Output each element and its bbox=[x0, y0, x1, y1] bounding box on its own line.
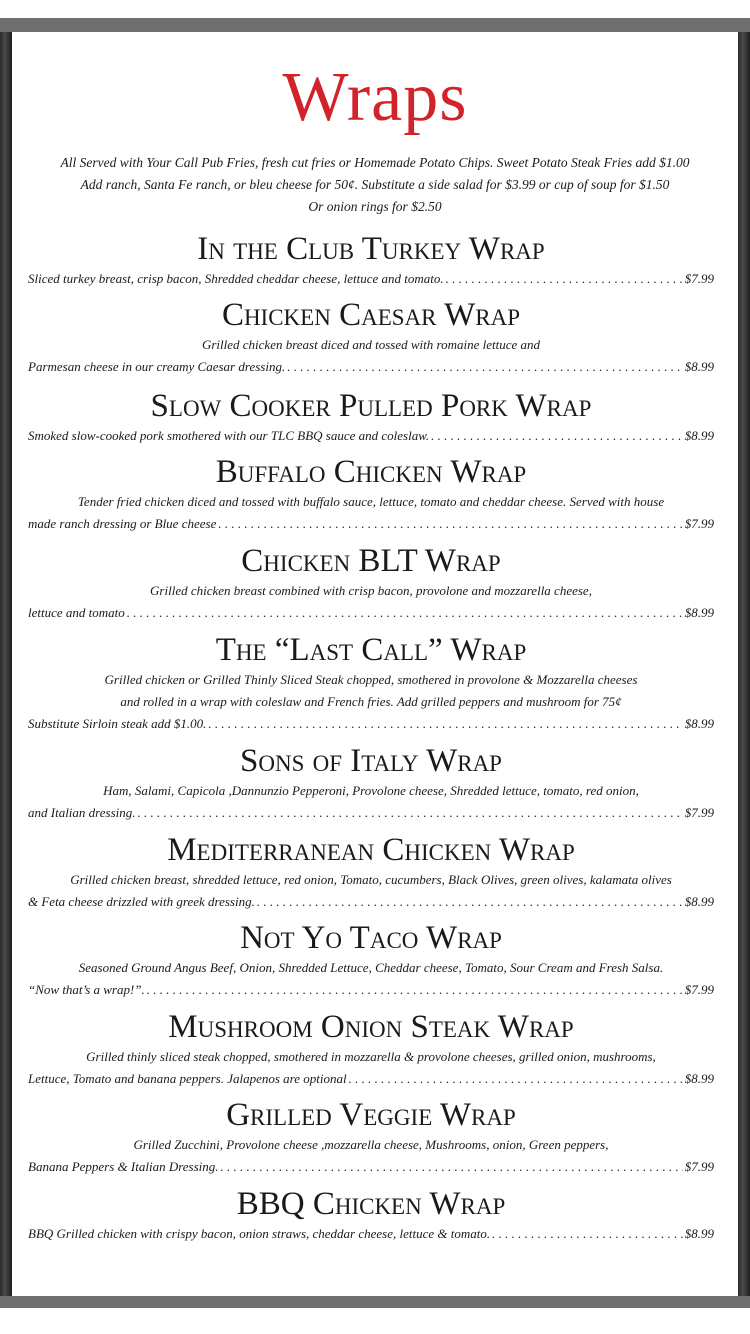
item-price: $8.99 bbox=[684, 428, 714, 443]
menu-item bbox=[28, 1185, 714, 1245]
item-price: $8.99 bbox=[684, 716, 714, 731]
item-desc-text: & Feta cheese drizzled with greek dressing. bbox=[28, 894, 255, 909]
item-price-line bbox=[28, 713, 714, 735]
item-desc-line: Grilled chicken breast combined with crisp bacon, provolone and mozzarella cheese, bbox=[150, 583, 592, 598]
item-price: $8.99 bbox=[684, 359, 714, 374]
item-name: Buffalo Chicken Wrap bbox=[215, 454, 527, 490]
item-name: BBQ Chicken Wrap bbox=[236, 1186, 506, 1222]
intro-line: Add ranch, Santa Fe ranch, or bleu cheese for 50¢. Substitute a side salad for $3.99 or cup of soup for $1.50 bbox=[80, 177, 670, 192]
item-name: Grilled Veggie Wrap bbox=[226, 1097, 516, 1133]
menu-item bbox=[28, 631, 714, 735]
menu-item bbox=[28, 453, 714, 535]
item-description bbox=[28, 669, 714, 735]
dot-leader bbox=[492, 1223, 683, 1245]
menu-item bbox=[28, 919, 714, 1001]
item-desc-line: Grilled chicken breast, shredded lettuce, red onion, Tomato, cucumbers, Black Olives, green olives, kalamata olives bbox=[70, 872, 672, 887]
menu-intro bbox=[20, 152, 730, 218]
item-desc-text: BBQ Grilled chicken with crispy bacon, onion straws, cheddar cheese, lettuce & tomato. bbox=[28, 1226, 491, 1241]
item-name: Sons of Italy Wrap bbox=[240, 743, 502, 779]
menu-title: Wraps bbox=[282, 59, 468, 136]
item-description bbox=[28, 780, 714, 824]
menu-item bbox=[28, 1096, 714, 1178]
menu-item bbox=[28, 296, 714, 378]
item-desc-text: Banana Peppers & Italian Dressing. bbox=[28, 1159, 219, 1174]
item-desc-text: and Italian dressing. bbox=[28, 805, 136, 820]
item-description bbox=[28, 491, 714, 535]
item-desc-line: Grilled chicken or Grilled Thinly Sliced Steak chopped, smothered in provolone & Mozzarella cheeses bbox=[104, 672, 638, 687]
item-desc-text: Parmesan cheese in our creamy Caesar dressing. bbox=[28, 359, 286, 374]
item-desc-text: Sliced turkey breast, crisp bacon, Shredded cheddar cheese, lettuce and tomato. bbox=[28, 271, 444, 286]
item-price-line bbox=[28, 602, 714, 624]
item-price-line bbox=[28, 425, 714, 447]
item-price-line bbox=[28, 802, 714, 824]
item-price-line bbox=[28, 1068, 714, 1090]
item-desc-text: lettuce and tomato bbox=[28, 605, 125, 620]
item-description bbox=[28, 268, 714, 290]
item-price: $8.99 bbox=[684, 1071, 714, 1086]
menu-item bbox=[28, 542, 714, 624]
item-description bbox=[28, 425, 714, 447]
item-price-line bbox=[28, 356, 714, 378]
item-desc-line: Grilled Zucchini, Provolone cheese ,mozzarella cheese, Mushrooms, onion, Green peppers, bbox=[133, 1137, 609, 1152]
top-border-bar bbox=[0, 18, 750, 32]
item-desc-text: Lettuce, Tomato and banana peppers. Jalapenos are optional bbox=[28, 1071, 347, 1086]
intro-line: All Served with Your Call Pub Fries, fresh cut fries or Homemade Potato Chips. Sweet Potato Steak Fries add $1.00 bbox=[60, 155, 690, 170]
left-frame bbox=[0, 32, 12, 1296]
item-price-line bbox=[28, 1223, 714, 1245]
menu-item bbox=[28, 1008, 714, 1090]
item-price: $8.99 bbox=[684, 1226, 714, 1241]
item-name: Chicken BLT Wrap bbox=[241, 543, 501, 579]
item-desc-line: Grilled chicken breast diced and tossed with romaine lettuce and bbox=[201, 337, 541, 352]
item-description bbox=[28, 334, 714, 378]
item-price-line bbox=[28, 513, 714, 535]
dot-leader bbox=[221, 1156, 683, 1178]
dot-leader bbox=[349, 1068, 683, 1090]
dot-leader bbox=[257, 891, 683, 913]
item-price: $7.99 bbox=[684, 982, 714, 997]
item-price-line bbox=[28, 268, 714, 290]
item-price: $8.99 bbox=[684, 605, 714, 620]
item-price: $7.99 bbox=[684, 516, 714, 531]
item-description bbox=[28, 1046, 714, 1090]
item-description bbox=[28, 1134, 714, 1178]
item-desc-line: Tender fried chicken diced and tossed with buffalo sauce, lettuce, tomato and cheddar cheese. Served with house bbox=[77, 494, 665, 509]
item-desc-text: Smoked slow-cooked pork smothered with our TLC BBQ sauce and coleslaw. bbox=[28, 428, 430, 443]
item-price: $8.99 bbox=[684, 894, 714, 909]
item-name: The “Last Call” Wrap bbox=[215, 632, 527, 668]
item-price: $7.99 bbox=[684, 271, 714, 286]
item-desc-line: Grilled thinly sliced steak chopped, smothered in mozzarella & provolone cheeses, grilled onion, mushrooms, bbox=[86, 1049, 656, 1064]
menu-item bbox=[28, 387, 714, 447]
item-name: Not Yo Taco Wrap bbox=[240, 920, 502, 956]
item-desc-line: Ham, Salami, Capicola ,Dannunzio Pepperoni, Provolone cheese, Shredded lettuce, tomato, red onion, bbox=[103, 783, 639, 798]
item-description bbox=[28, 1223, 714, 1245]
item-price-line bbox=[28, 979, 714, 1001]
dot-leader bbox=[431, 425, 683, 447]
item-desc-line: Seasoned Ground Angus Beef, Onion, Shredded Lettuce, Cheddar cheese, Tomato, Sour Cream and Fresh Salsa. bbox=[78, 960, 664, 975]
dot-leader bbox=[446, 268, 683, 290]
top-margin bbox=[0, 0, 750, 18]
right-frame bbox=[738, 32, 750, 1296]
item-desc-text: Substitute Sirloin steak add $1.00. bbox=[28, 716, 207, 731]
dot-leader bbox=[138, 802, 683, 824]
item-name: In the Club Turkey Wrap bbox=[197, 231, 545, 267]
item-price-line bbox=[28, 891, 714, 913]
item-description bbox=[28, 957, 714, 1001]
dot-leader bbox=[127, 602, 683, 624]
item-name: Mediterranean Chicken Wrap bbox=[167, 832, 575, 868]
dot-leader bbox=[218, 513, 682, 535]
item-desc-text: “Now that’s a wrap!”. bbox=[28, 982, 145, 997]
item-name: Slow Cooker Pulled Pork Wrap bbox=[150, 388, 592, 424]
intro-line: Or onion rings for $2.50 bbox=[308, 199, 442, 214]
bottom-border-bar bbox=[0, 1296, 750, 1308]
item-price: $7.99 bbox=[684, 1159, 714, 1174]
dot-leader bbox=[147, 979, 683, 1001]
menu-item bbox=[28, 230, 714, 290]
menu-item bbox=[28, 742, 714, 824]
item-description bbox=[28, 869, 714, 913]
bottom-margin bbox=[0, 1308, 750, 1334]
item-description bbox=[28, 580, 714, 624]
item-price-line bbox=[28, 1156, 714, 1178]
item-name: Mushroom Onion Steak Wrap bbox=[168, 1009, 574, 1045]
dot-leader bbox=[208, 713, 682, 735]
item-desc-text: made ranch dressing or Blue cheese bbox=[28, 516, 217, 531]
item-name: Chicken Caesar Wrap bbox=[221, 297, 521, 333]
menu-item bbox=[28, 831, 714, 913]
item-price: $7.99 bbox=[684, 805, 714, 820]
item-desc-line: and rolled in a wrap with coleslaw and French fries. Add grilled peppers and mushroom for 75¢ bbox=[120, 694, 622, 709]
dot-leader bbox=[287, 356, 683, 378]
